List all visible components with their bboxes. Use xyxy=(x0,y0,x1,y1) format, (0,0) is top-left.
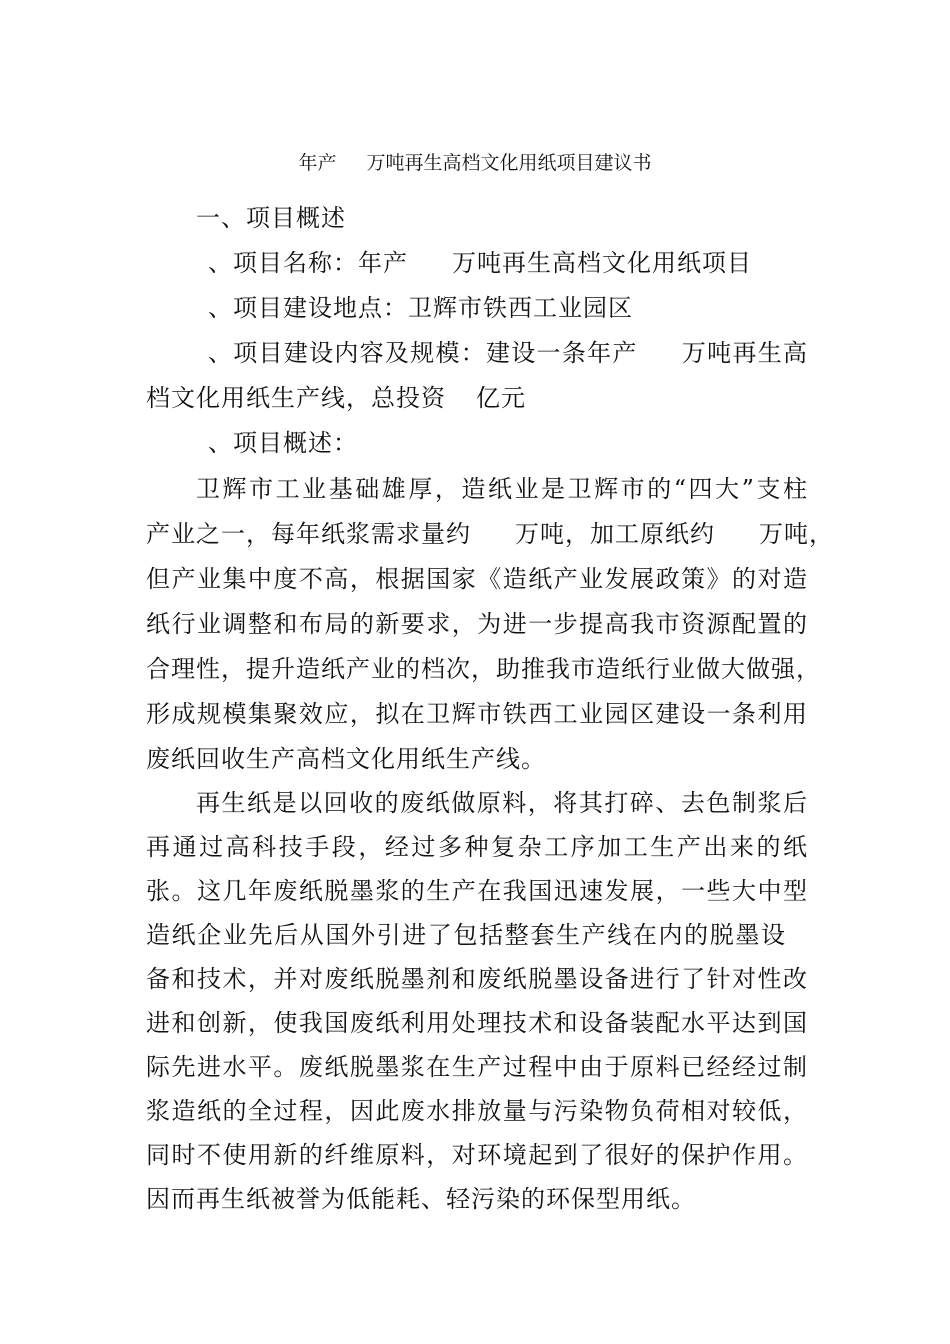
para1-line: 合理性，提升造纸产业的档次，助推我市造纸行业做大做强， xyxy=(146,655,821,683)
para1-line: 卫辉市工业基础雄厚，造纸业是卫辉市的“四大”支柱 xyxy=(196,475,808,503)
para2-line: 同时不使用新的纤维原料，对环境起到了很好的保护作用。 xyxy=(146,1141,808,1169)
para2-line: 张。这几年废纸脱墨浆的生产在我国迅速发展，一些大中型 xyxy=(146,877,808,905)
para2-line: 进和创新，使我国废纸利用处理技术和设备装配水平达到国 xyxy=(146,1009,808,1037)
para2-line: 备和技术，并对废纸脱墨剂和废纸脱墨设备进行了针对性改 xyxy=(146,965,808,993)
para2-line: 再通过高科技手段，经过多种复杂工序加工生产出来的纸 xyxy=(146,833,808,861)
item-project-overview: 、项目概述： xyxy=(208,429,358,457)
section-heading: 一、项目概述 xyxy=(196,204,346,232)
item-project-scale-line-2: 档文化用纸生产线，总投资 亿元 xyxy=(146,384,526,412)
para2-line: 际先进水平。废纸脱墨浆在生产过程中由于原料已经经过制 xyxy=(146,1053,808,1081)
item-project-location: 、项目建设地点：卫辉市铁西工业园区 xyxy=(208,294,633,322)
document-title xyxy=(0,148,950,175)
para2-line: 浆造纸的全过程，因此废水排放量与污染物负荷相对较低， xyxy=(146,1097,808,1125)
para1-line: 纸行业调整和布局的新要求，为进一步提高我市资源配置的 xyxy=(146,610,808,638)
title-part-1: 年产 xyxy=(298,152,337,174)
para1-line: 产业之一，每年纸浆需求量约 万吨，加工原纸约 万吨， xyxy=(146,520,834,548)
title-part-2: 万吨再生高档文化用纸项目建议书 xyxy=(366,152,652,174)
para2-line: 因而再生纸被誉为低能耗、轻污染的环保型用纸。 xyxy=(146,1185,696,1213)
para1-line: 但产业集中度不高，根据国家《造纸产业发展政策》的对造 xyxy=(146,565,808,593)
para2-line: 造纸企业先后从国外引进了包括整套生产线在内的脱墨设 xyxy=(146,921,786,949)
para1-line: 废纸回收生产高档文化用纸生产线。 xyxy=(146,745,546,773)
para2-line: 再生纸是以回收的废纸做原料，将其打碎、去色制浆后 xyxy=(196,789,808,817)
para1-line: 形成规模集聚效应，拟在卫辉市铁西工业园区建设一条利用 xyxy=(146,700,808,728)
item-project-name: 、项目名称：年产 万吨再生高档文化用纸项目 xyxy=(208,249,752,277)
item-project-scale-line-1: 、项目建设内容及规模：建设一条年产 万吨再生高 xyxy=(208,339,809,367)
